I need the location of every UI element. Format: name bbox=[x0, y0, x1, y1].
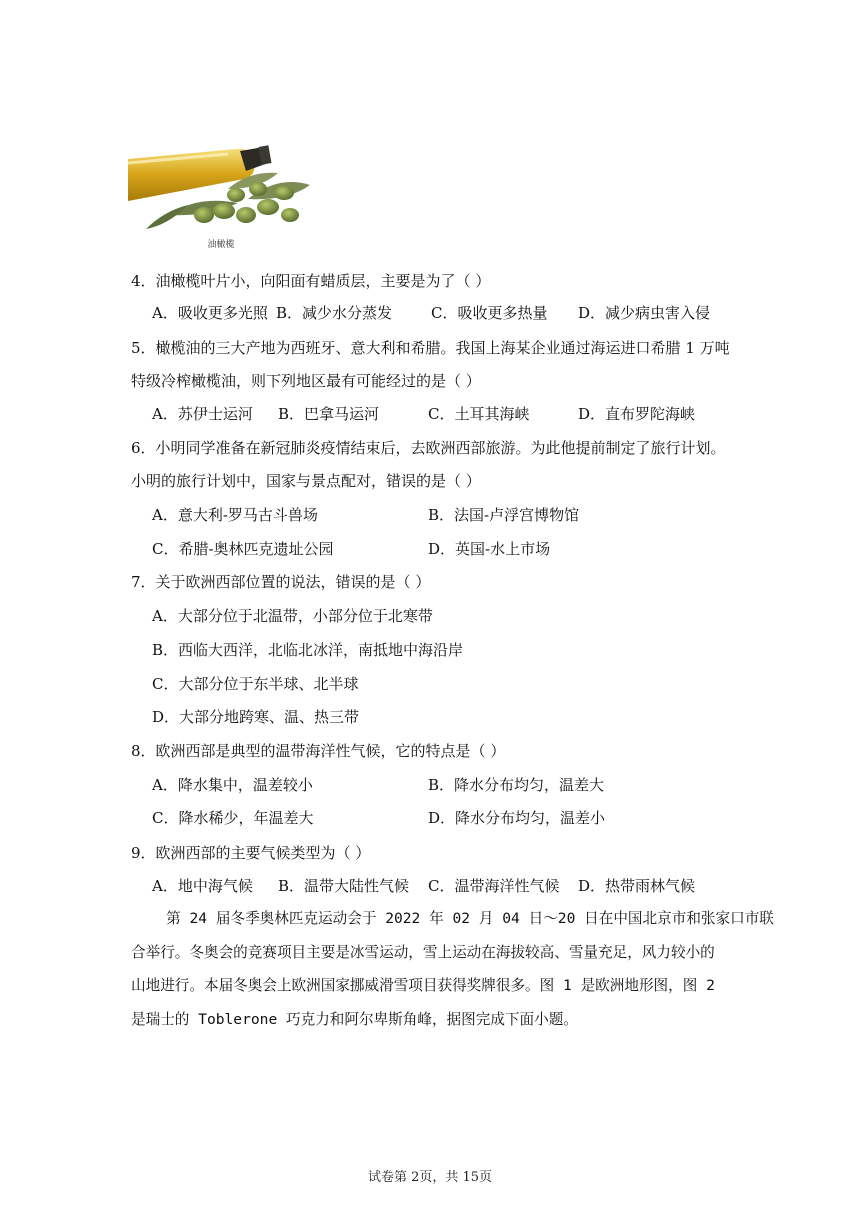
question-5-stem-line-1: 5．橄榄油的三大产地为西班牙、意大利和希腊。我国上海某企业通过海运进口希腊 1 万吨 bbox=[131, 339, 730, 357]
option-c: C．土耳其海峡 bbox=[428, 405, 530, 423]
question-6-stem-line-2: 小明的旅行计划中，国家与景点配对，错误的是（ ） bbox=[131, 472, 481, 490]
option-b: B．巴拿马运河 bbox=[278, 405, 380, 423]
question-8-stem: 8．欧洲西部是典型的温带海洋性气候，它的特点是（ ） bbox=[131, 742, 506, 760]
olive-oil-figure bbox=[128, 145, 314, 253]
question-6-stem-line-1: 6．小明同学准备在新冠肺炎疫情结束后，去欧洲西部旅游。为此他提前制定了旅行计划。 bbox=[131, 439, 726, 457]
olive-oil-image bbox=[128, 145, 314, 237]
option-b: B．降水分布均匀，温差大 bbox=[428, 776, 605, 794]
option-a: A．大部分位于北温带，小部分位于北寒带 bbox=[152, 607, 433, 625]
option-a: A．地中海气候 bbox=[152, 877, 253, 895]
question-9-stem: 9．欧洲西部的主要气候类型为（ ） bbox=[131, 844, 371, 862]
question-5-stem-line-2: 特级冷榨橄榄油，则下列地区最有可能经过的是（ ） bbox=[131, 372, 481, 390]
option-c: C．大部分位于东半球、北半球 bbox=[152, 675, 359, 693]
option-b: B．法国-卢浮宫博物馆 bbox=[428, 506, 580, 524]
option-d: D．大部分地跨寒、温、热三带 bbox=[152, 708, 360, 726]
option-d: D．热带雨林气候 bbox=[578, 877, 696, 895]
page-footer: 试卷第 2页，共 15页 bbox=[367, 1170, 493, 1185]
option-d: D．直布罗陀海峡 bbox=[578, 405, 696, 423]
option-c: C．温带海洋性气候 bbox=[428, 877, 560, 895]
passage-line-3: 山地进行。本届冬奥会上欧洲国家挪威滑雪项目获得奖牌很多。图 1 是欧洲地形图，图 2 bbox=[131, 977, 715, 994]
passage-line-1: 第 24 届冬季奥林匹克运动会于 2022 年 02 月 04 日～20 日在中国北京市和张家口市联 bbox=[131, 910, 774, 927]
question-4-stem: 4．油橄榄叶片小，向阳面有蜡质层，主要是为了（ ） bbox=[131, 272, 491, 290]
figure-caption: 油橄榄 bbox=[207, 240, 235, 250]
option-d: D．减少病虫害入侵 bbox=[578, 304, 711, 322]
option-b: B．西临大西洋，北临北冰洋，南抵地中海沿岸 bbox=[152, 641, 464, 659]
option-c: C．希腊-奥林匹克遗址公园 bbox=[152, 540, 334, 558]
option-b: B．温带大陆性气候 bbox=[278, 877, 410, 895]
passage-line-2: 合举行。冬奥会的竞赛项目主要是冰雪运动，雪上运动在海拔较高、雪量充足，风力较小的 bbox=[131, 944, 715, 961]
passage-line-4: 是瑞士的 Toblerone 巧克力和阿尔卑斯角峰，据图完成下面小题。 bbox=[131, 1011, 578, 1028]
option-a: A．苏伊士运河 bbox=[152, 405, 253, 423]
option-a: A．意大利-罗马古斗兽场 bbox=[152, 506, 318, 524]
option-b: B．减少水分蒸发 bbox=[276, 304, 393, 322]
option-d: D．降水分布均匀，温差小 bbox=[428, 809, 606, 827]
question-7-stem: 7．关于欧洲西部位置的说法，错误的是（ ） bbox=[131, 573, 431, 591]
option-c: C．降水稀少，年温差大 bbox=[152, 809, 314, 827]
option-a: A．降水集中，温差较小 bbox=[152, 776, 313, 794]
option-c: C．吸收更多热量 bbox=[431, 304, 548, 322]
option-a: A．吸收更多光照 bbox=[152, 304, 268, 322]
option-d: D．英国-水上市场 bbox=[428, 540, 551, 558]
